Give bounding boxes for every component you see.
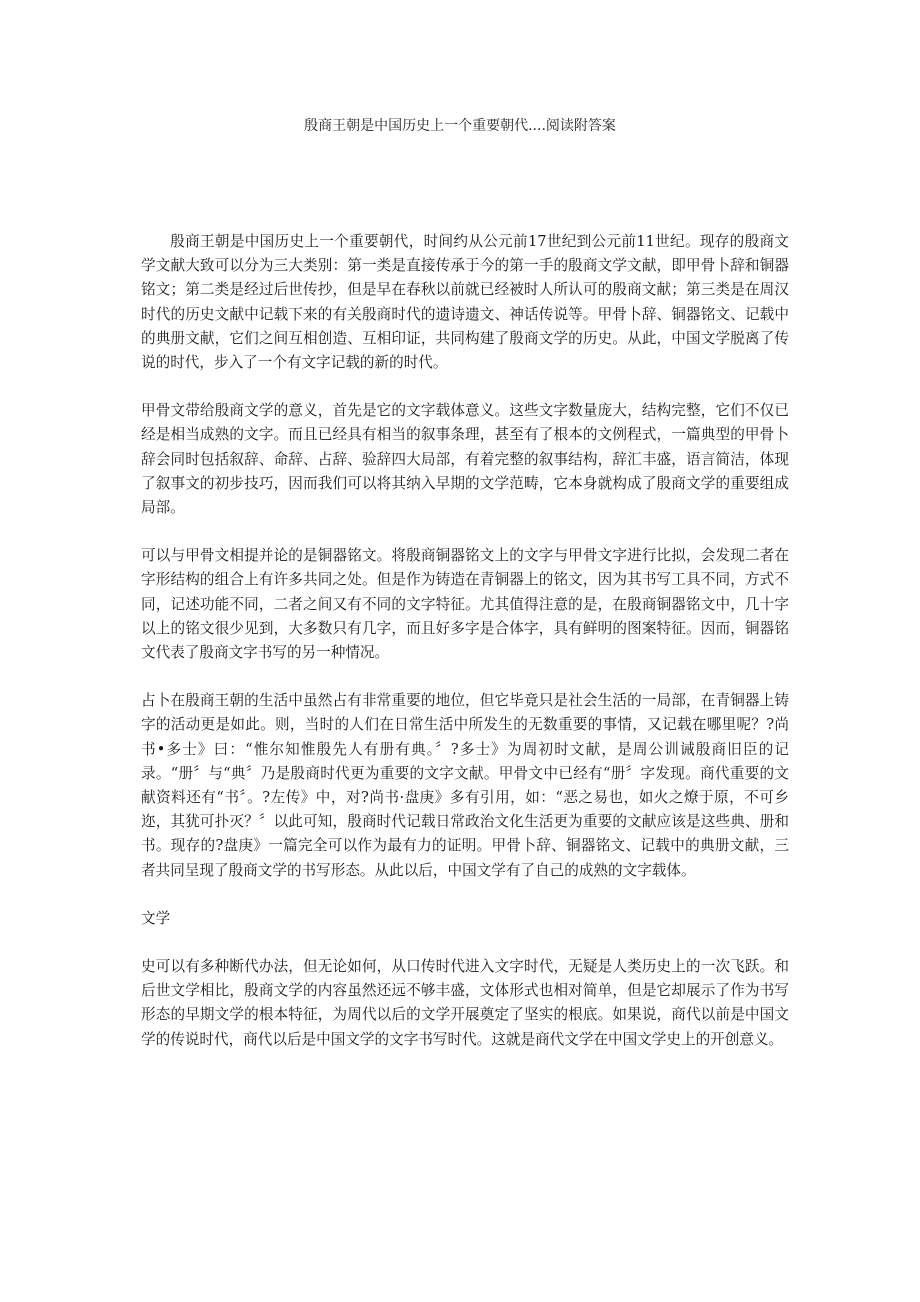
paragraph-intro: 殷商王朝是中国历史上一个重要朝代，时间约从公元前17世纪到公元前11世纪。现存的殷商文学文献大致可以分为三大类别：第一类是直接传承于今的第一手的殷商文学文献，即甲骨卜辞和铜器铭文；第二类是经过后世传抄，但是早在春秋以前就已经被时人所认可的殷商文献；第三类是在周汉时代的历史文献中记载下来的有关殷商时代的遗诗遗文、神话传说等。甲骨卜辞、铜器铭文、记载中的典册文献，它们之间互相创造、互相印证，共同构建了殷商文学的历史。从此，中国文学脱离了传说的时代，步入了一个有文字记载的新的时代。	[141, 233, 789, 372]
paragraph-oracle-bones: 甲骨文带给殷商文学的意义，首先是它的文字载体意义。这些文字数量庞大，结构完整，它们不仅已经是相当成熟的文字。而且已经具有相当的叙事条理，甚至有了根本的文例程式，一篇典型的甲骨卜辞会同时包括叙辞、命辞、占辞、验辞四大局部，有着完整的叙事结构，辞汇丰盛，语言简洁，体现了叙事文的初步技巧，因而我们可以将其纳入早期的文学范畴，它本身就构成了殷商文学的重要组成局部。	[141, 402, 789, 517]
paragraph-classic-texts: 占卜在殷商王朝的生活中虽然占有非常重要的地位，但它毕竟只是社会生活的一局部，在青铜器上铸字的活动更是如此。则，当时的人们在日常生活中所发生的无数重要的事情，又记载在哪里呢？?尚书•多士》曰：“惟尔知惟殷先人有册有典。〞?多士》为周初时文献，是周公训诫殷商旧臣的记录。“册〞与“典〞乃是殷商时代更为重要的文字文献。甲骨文中已经有“册〞字发现。商代重要的文献资料还有“书〞。?左传》中，对?尚书·盘庚》多有引用，如：“恶之易也，如火之燎于原，不可乡迩，其犹可扑灭？〞以此可知，殷商时代记载日常政治文化生活更为重要的文献应该是这些典、册和书。现存的?盘庚》一篇完全可以作为最有力的证明。甲骨卜辞、铜器铭文、记载中的典册文献，三者共同呈现了殷商文学的书写形态。从此以后，中国文学有了自己的成熟的文字载体。	[141, 692, 790, 879]
page-title: 殷商王朝是中国历史上一个重要朝代....阅读附答案	[304, 118, 616, 134]
paragraph-closing: 史可以有多种断代办法，但无论如何，从口传时代进入文字时代，无疑是人类历史上的一次飞跃。和后世文学相比，殷商文学的内容虽然还远不够丰盛，文体形式也相对简单，但是它却展示了作为书写形态的早期文学的根本特征，为周代以后的文学开展奠定了坚实的根底。如果说，商代以前是中国文学的传说时代，商代以后是中国文学的文字书写时代。这就是商代文学在中国文学史上的开创意义。	[141, 958, 789, 1048]
document-body	[141, 230, 789, 1076]
paragraph-bronze-inscriptions: 可以与甲骨文相提并论的是铜器铭文。将殷商铜器铭文上的文字与甲骨文字进行比拟，会发现二者在字形结构的组合上有许多共同之处。但是作为铸造在青铜器上的铭文，因为其书写工具不同，方式不同，记述功能不同，二者之间又有不同的文字特征。尤其值得注意的是，在殷商铜器铭文中，几十字以上的铭文很少见到，大多数只有几字，而且好多字是合体字，具有鲜明的图案特征。因而，铜器铭文代表了殷商文字书写的另一种情况。	[141, 547, 789, 662]
section-label: 文学	[141, 909, 171, 927]
